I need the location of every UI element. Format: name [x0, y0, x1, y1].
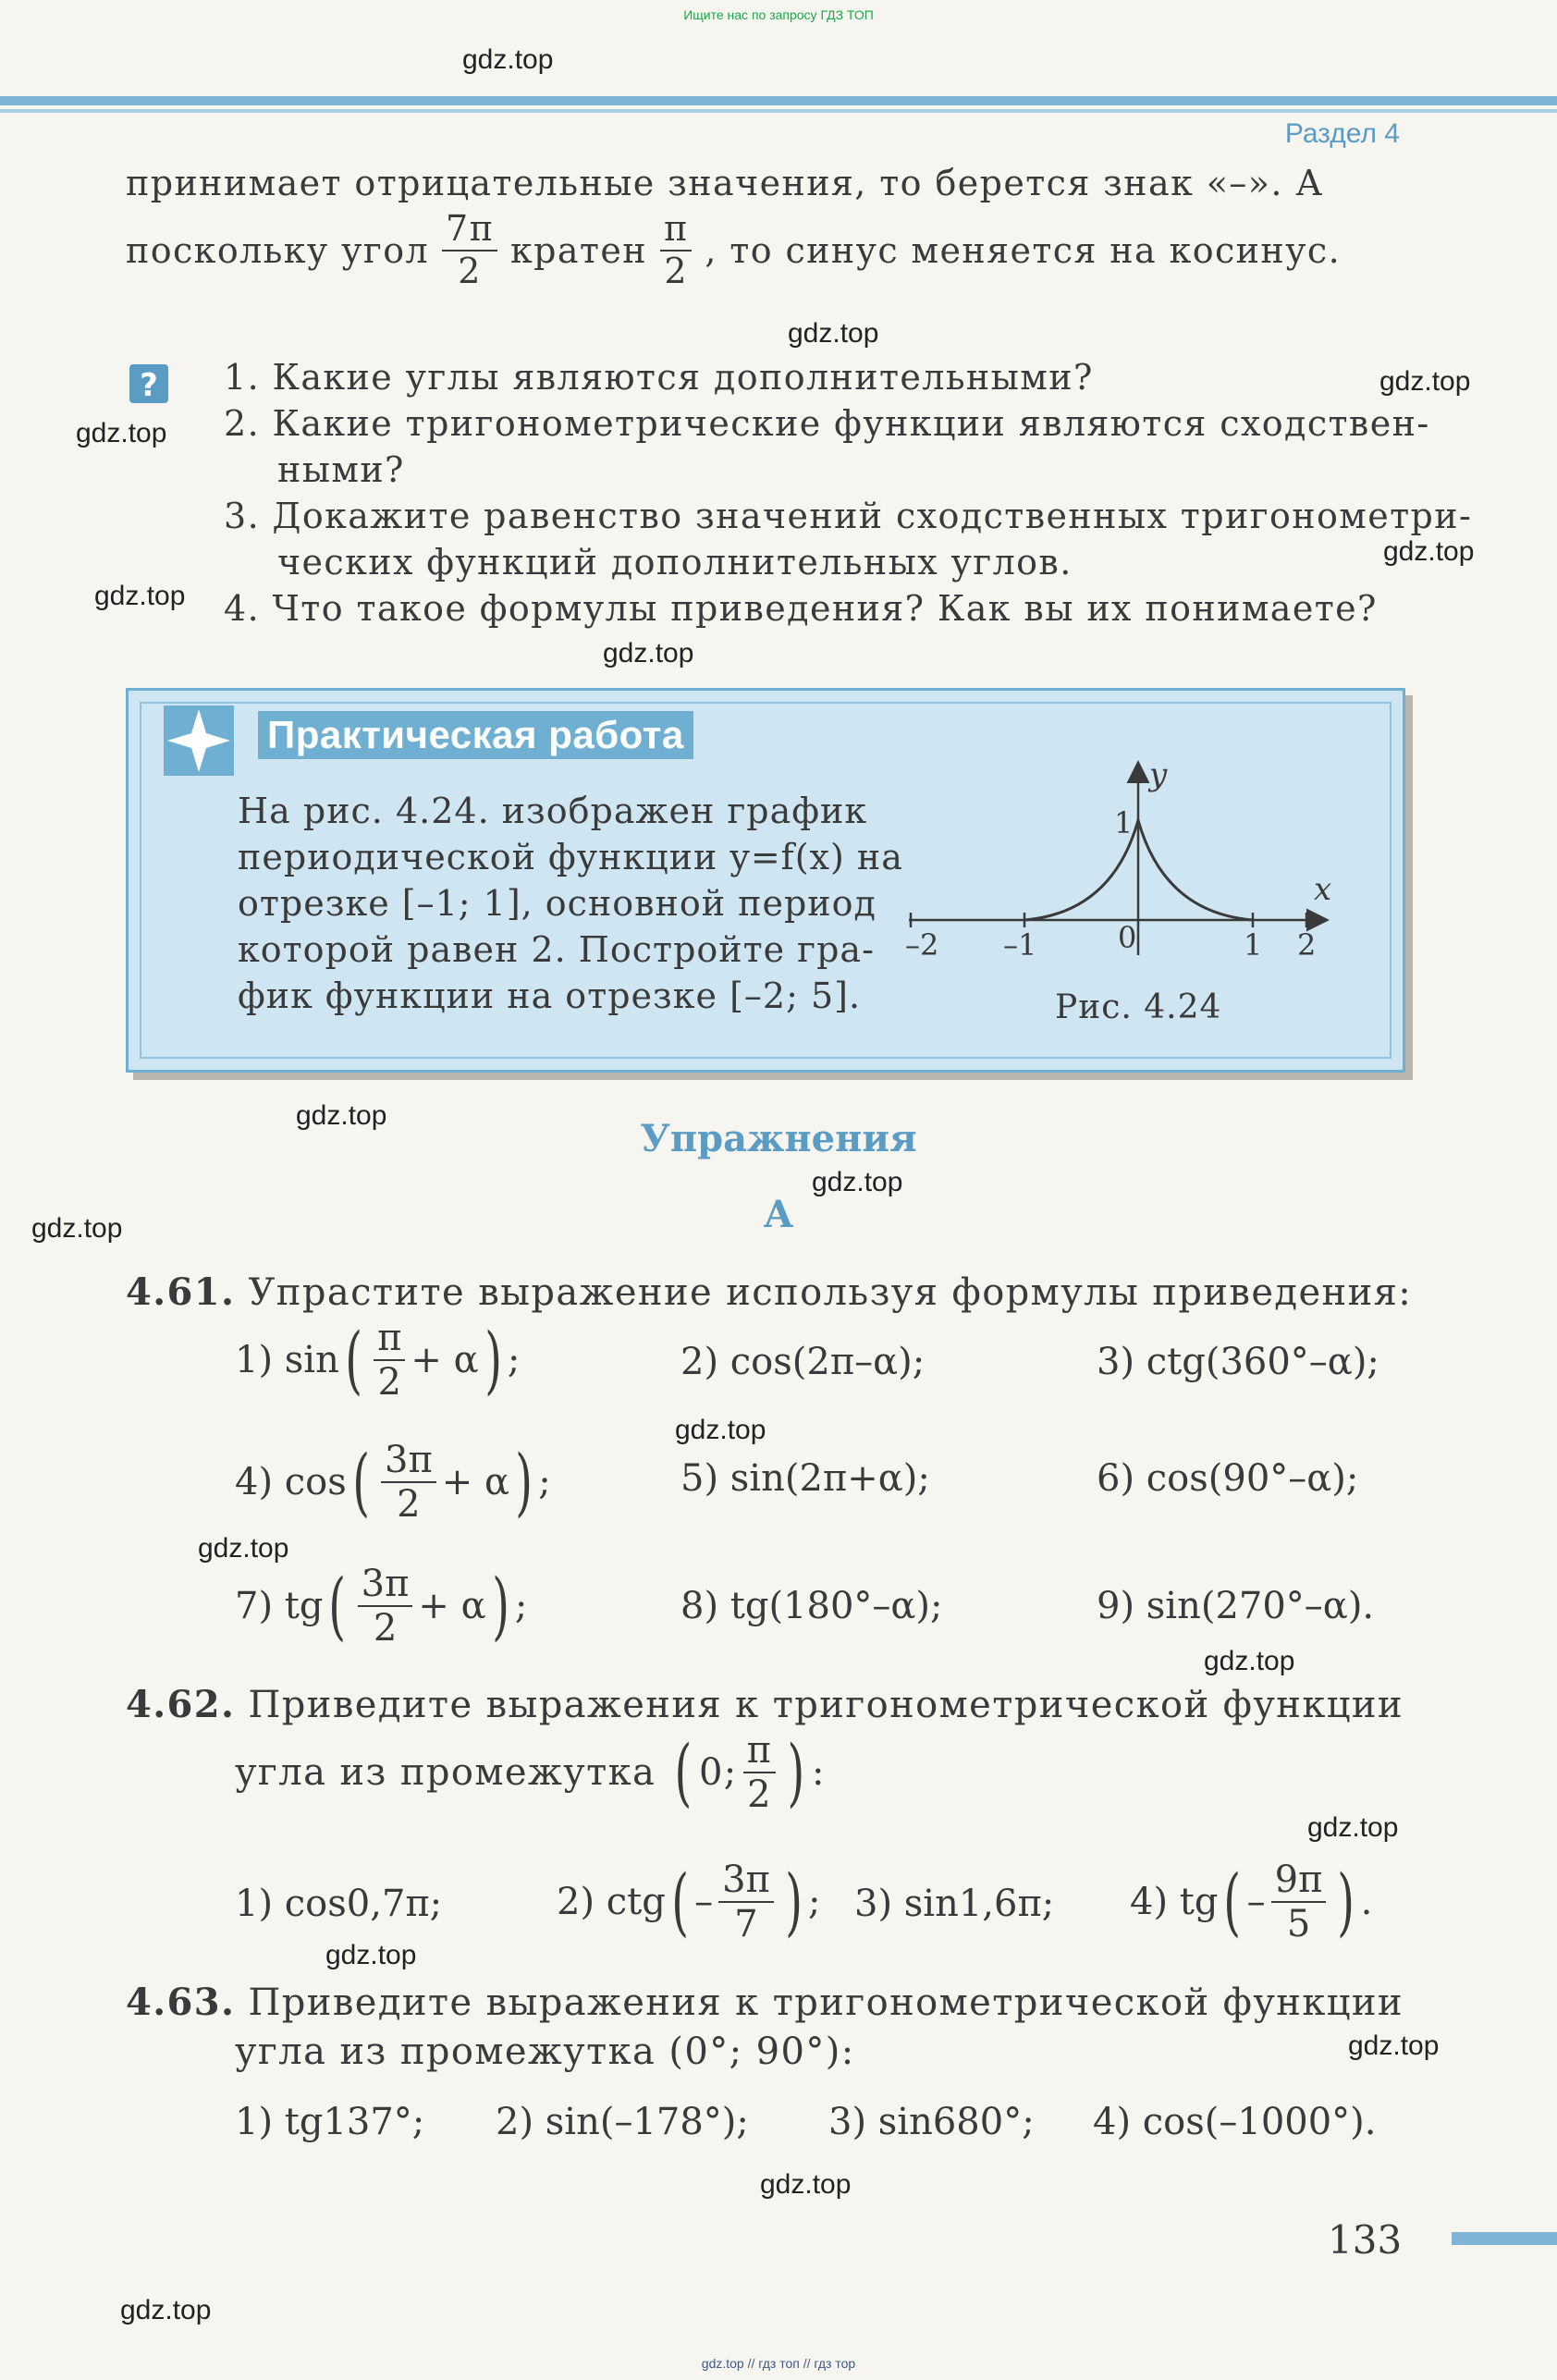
paren-open: (	[674, 1729, 693, 1815]
item-semicolon: ;	[808, 1881, 821, 1923]
fraction	[374, 1317, 405, 1404]
item-dot: .	[1360, 1881, 1373, 1923]
watermark: gdz.top	[198, 1533, 289, 1564]
paren-open: (	[352, 1439, 370, 1525]
x-tick-label-minus2: –2	[905, 927, 939, 963]
fraction-numerator: 3π	[358, 1563, 413, 1607]
intro-line-1: принимает отрицательные значения, то берется знак «–». А	[126, 163, 1324, 203]
fraction-numerator: 9π	[1271, 1859, 1327, 1903]
practical-line-4: которой равен 2. Постройте гра-	[238, 929, 875, 970]
exercise-4-61-item-2: 2) cos(2π–α);	[680, 1341, 926, 1383]
watermark: gdz.top	[812, 1167, 903, 1197]
exercises-heading: Упражнения	[640, 1117, 917, 1160]
exercise-4-61-item-3: 3) ctg(360°–α);	[1097, 1341, 1379, 1383]
svg-text:?: ?	[140, 367, 158, 404]
exercise-text: Приведите выражения к тригонометрической функции	[248, 1684, 1404, 1726]
watermark: gdz.top	[31, 1213, 123, 1244]
exercise-4-62-statement	[126, 1683, 1404, 1726]
practical-line-5: фик функции на отрезке [–2; 5].	[238, 975, 862, 1016]
question-3-cont: ческих функций дополнительных углов.	[277, 542, 1073, 583]
exercise-4-63-item-2: 2) sin(–178°);	[496, 2101, 749, 2143]
watermark: gdz.top	[603, 638, 694, 669]
watermark: gdz.top	[1383, 536, 1475, 567]
item-semicolon: ;	[507, 1339, 521, 1381]
page-number-bar	[1452, 2232, 1557, 2245]
exercise-4-62-item-1: 1) cos0,7π;	[235, 1883, 443, 1925]
practical-line-3: отрезке [–1; 1], основной период	[238, 883, 877, 924]
fraction-numerator: 3π	[381, 1439, 436, 1483]
x-tick-label-0: 0	[1118, 920, 1137, 955]
exercise-4-62-item-3: 3) sin1,6π;	[854, 1883, 1055, 1925]
fraction-denominator: 2	[397, 1483, 421, 1526]
header-band	[0, 96, 1557, 105]
watermark: gdz.top	[325, 1940, 417, 1970]
item-label: 2) ctg	[557, 1881, 666, 1923]
exercise-4-61-item-5: 5) sin(2π+α);	[680, 1457, 930, 1500]
exercise-4-61-item-4	[235, 1439, 551, 1526]
exercise-text: Приведите выражения к тригонометрической функции	[248, 1981, 1404, 2024]
item-label: 4) tg	[1130, 1881, 1219, 1923]
exercise-4-61-item-1	[235, 1317, 520, 1404]
fraction-numerator: π	[743, 1729, 777, 1773]
exercise-number: 4.61.	[126, 1270, 236, 1314]
watermark: gdz.top	[296, 1100, 387, 1131]
exercise-number: 4.63.	[126, 1981, 236, 2024]
fraction-numerator: 3π	[718, 1859, 774, 1903]
exercise-4-61-item-9: 9) sin(270°–α).	[1097, 1585, 1375, 1627]
intro-text-b: кратен	[509, 229, 647, 271]
question-3: 3. Докажите равенство значений сходственных тригонометри-	[224, 496, 1473, 536]
watermark: gdz.top	[1307, 1812, 1399, 1843]
interval-start: 0;	[698, 1751, 738, 1794]
paren-close: )	[491, 1563, 509, 1649]
figure-4-24-graph	[900, 746, 1343, 968]
paren-open: (	[1223, 1859, 1242, 1944]
exercise-4-63-item-4: 4) cos(–1000°).	[1093, 2101, 1377, 2143]
question-icon	[128, 362, 170, 405]
practical-line-2: периодической функции y=f(x) на	[238, 837, 903, 877]
practical-line-1: На рис. 4.24. изображен график	[238, 791, 868, 831]
item-tail: + α	[411, 1339, 479, 1381]
exercise-4-61-item-7	[235, 1563, 527, 1650]
star-icon	[164, 705, 234, 776]
paren-close: )	[1337, 1859, 1355, 1944]
paren-open: (	[671, 1859, 689, 1944]
fraction	[1271, 1859, 1327, 1945]
top-search-link[interactable]: Ищите нас по запросу ГДЗ ТОП	[683, 7, 874, 22]
page-number: 133	[1328, 2217, 1403, 2263]
paren-close: )	[515, 1439, 533, 1525]
watermark: gdz.top	[94, 581, 186, 611]
exercises-level: А	[763, 1193, 794, 1236]
fraction-numerator: π	[660, 209, 692, 251]
exercise-4-61-item-8: 8) tg(180°–α);	[680, 1585, 943, 1627]
item-tail: + α	[418, 1585, 486, 1627]
exercise-4-62-item-2	[557, 1859, 821, 1945]
y-axis-label: y	[1149, 756, 1168, 793]
fraction	[358, 1563, 413, 1650]
exercise-4-62-item-4	[1130, 1859, 1372, 1945]
exercise-4-61-item-6: 6) cos(90°–α);	[1097, 1457, 1359, 1500]
paren-open: (	[345, 1317, 362, 1403]
x-tick-label-minus1: –1	[1003, 927, 1037, 963]
fraction-denominator: 7	[734, 1903, 758, 1945]
fraction-numerator: 7π	[442, 209, 497, 251]
item-label: 7) tg	[235, 1585, 324, 1627]
exercise-4-63-item-3: 3) sin680°;	[828, 2101, 1035, 2143]
item-semicolon: ;	[538, 1461, 551, 1503]
fraction	[743, 1729, 777, 1816]
exercise-4-61-statement	[126, 1270, 1412, 1314]
fraction-numerator: π	[374, 1317, 405, 1361]
watermark: gdz.top	[76, 418, 167, 448]
question-2-cont: ными?	[277, 449, 405, 490]
watermark: gdz.top	[788, 318, 879, 349]
bottom-links[interactable]: gdz.top // гдз топ // гдз тор	[701, 2356, 856, 2371]
item-semicolon: ;	[514, 1585, 528, 1627]
paren-close: )	[484, 1317, 502, 1403]
paren-open: (	[328, 1563, 347, 1649]
watermark: gdz.top	[462, 44, 554, 75]
fraction-denominator: 2	[664, 250, 688, 291]
watermark: gdz.top	[675, 1415, 766, 1445]
watermark: gdz.top	[1348, 2030, 1440, 2061]
intro-line-2	[126, 209, 1341, 291]
interval-colon: :	[812, 1751, 826, 1794]
exercise-4-63-item-1: 1) tg137°;	[235, 2101, 425, 2143]
fraction-denominator: 2	[747, 1773, 772, 1816]
question-4: 4. Что такое формулы приведения? Как вы их понимаете?	[224, 588, 1378, 629]
exercise-number: 4.62.	[126, 1683, 236, 1726]
minus-sign: –	[694, 1881, 714, 1923]
paren-close: )	[787, 1729, 806, 1815]
fraction	[718, 1859, 774, 1945]
intro-text-c: , то синус меняется на косинус.	[705, 229, 1342, 271]
section-label: Раздел 4	[1284, 118, 1400, 149]
fraction-denominator: 2	[373, 1607, 398, 1650]
interval-text: угла из промежутка	[235, 1751, 656, 1794]
practical-work-box	[126, 688, 1405, 1073]
header-band-thin	[0, 109, 1557, 113]
item-tail: + α	[441, 1461, 509, 1503]
question-1: 1. Какие углы являются дополнительными?	[224, 357, 1094, 398]
watermark: gdz.top	[120, 2295, 212, 2325]
practical-title: Практическая работа	[258, 711, 693, 759]
paren-close: )	[785, 1859, 803, 1944]
fraction-7pi-2	[442, 209, 497, 291]
exercise-4-62-interval-line	[235, 1729, 826, 1816]
item-label: 1) sin	[235, 1339, 339, 1381]
watermark: gdz.top	[1379, 366, 1471, 397]
figure-caption: Рис. 4.24	[1055, 988, 1222, 1026]
watermark: gdz.top	[760, 2169, 852, 2200]
fraction-pi-2	[660, 209, 692, 291]
exercise-text: Упрастите выражение используя формулы приведения:	[248, 1271, 1413, 1314]
item-label: 4) cos	[235, 1461, 347, 1503]
x-tick-label-1: 1	[1244, 927, 1263, 963]
fraction-denominator: 2	[377, 1361, 401, 1404]
watermark: gdz.top	[1204, 1646, 1295, 1676]
fraction-denominator: 2	[458, 250, 482, 291]
intro-text-a: поскольку угол	[126, 229, 430, 271]
minus-sign: –	[1246, 1881, 1266, 1923]
exercise-4-63-statement	[126, 1981, 1404, 2024]
x-axis-label: x	[1314, 871, 1332, 908]
y-tick-label-1: 1	[1114, 805, 1134, 840]
exercise-4-63-interval-line: угла из промежутка (0°; 90°):	[235, 2030, 855, 2073]
fraction-denominator: 5	[1286, 1903, 1311, 1945]
x-tick-label-2: 2	[1297, 927, 1317, 963]
fraction	[381, 1439, 436, 1526]
question-2: 2. Какие тригонометрические функции являются сходствен-	[224, 403, 1430, 444]
